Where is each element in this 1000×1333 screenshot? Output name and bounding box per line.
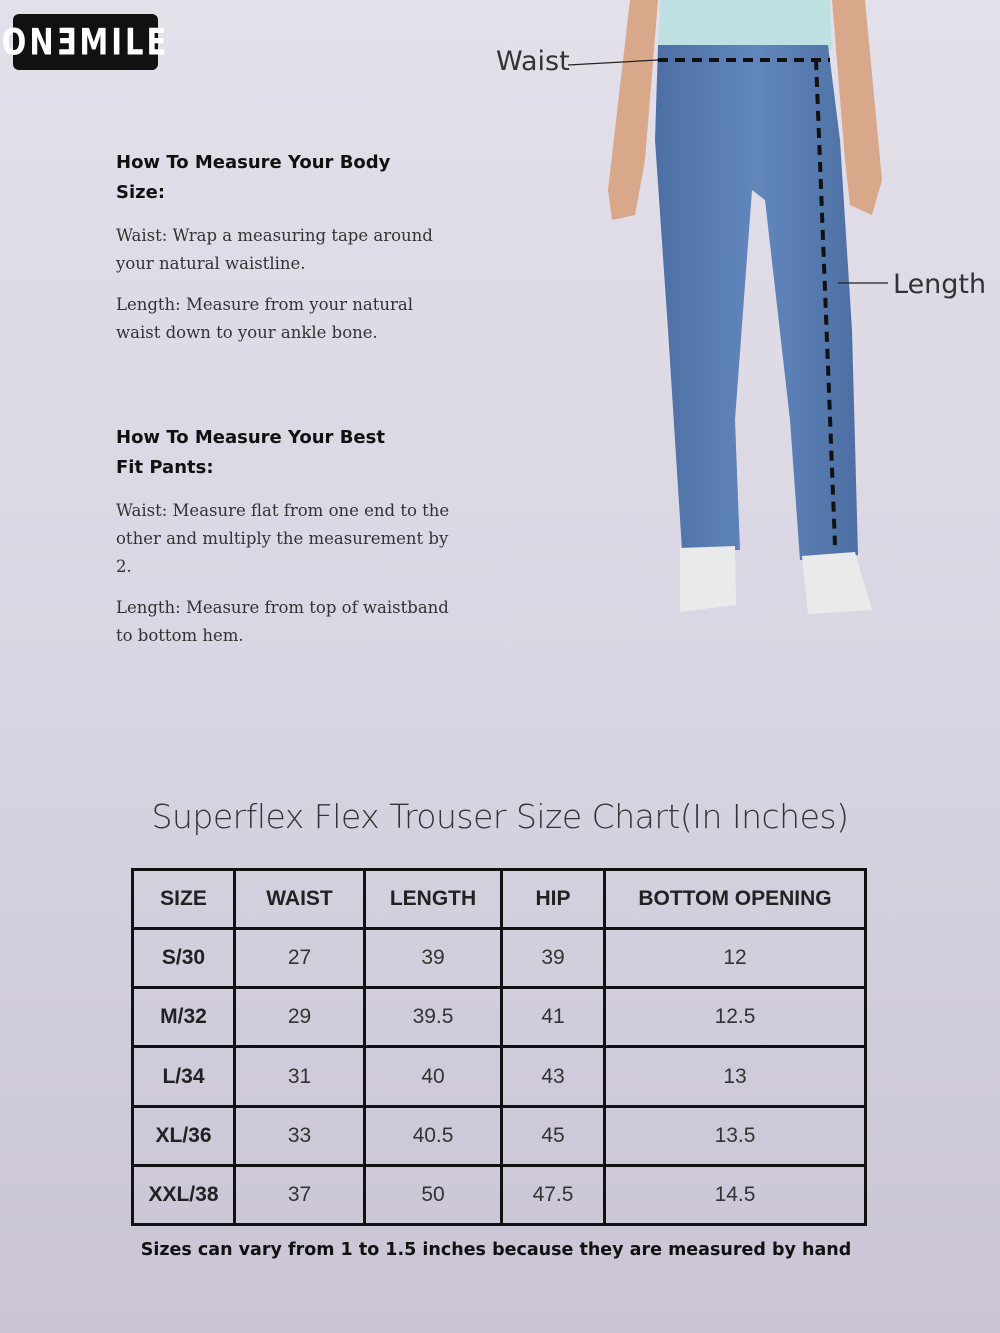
size-cell: XL/36: [133, 1106, 235, 1165]
table-row: [133, 988, 866, 1047]
size-cell: L/34: [133, 1047, 235, 1106]
right-shoe-shape: [802, 552, 872, 614]
column-header-waist: WAIST: [235, 870, 365, 929]
hip-cell: 43: [502, 1047, 605, 1106]
size-cell: S/30: [133, 929, 235, 988]
waist-cell: 37: [235, 1165, 365, 1224]
waist-cell: 27: [235, 929, 365, 988]
brand-logo: [1, 14, 170, 70]
table-row: [133, 1106, 866, 1165]
brand-logo-text: ONƎMILE: [1, 20, 170, 64]
length-cell: 39: [365, 929, 502, 988]
length-cell: 40.5: [365, 1106, 502, 1165]
body-size-waist-text: Waist: Wrap a measuring tape around your natural waistline.: [116, 226, 433, 273]
bottom-opening-cell: 12: [605, 929, 866, 988]
length-cell: 39.5: [365, 988, 502, 1047]
hip-cell: 45: [502, 1106, 605, 1165]
size-chart-table: [131, 868, 867, 1226]
body-size-heading: How To Measure Your Body Size:: [116, 152, 391, 203]
length-label: Length: [893, 269, 987, 300]
column-header-length: LENGTH: [365, 870, 502, 929]
best-fit-heading: How To Measure Your Best Fit Pants:: [116, 427, 385, 478]
body-size-instructions: [116, 148, 456, 360]
waist-cell: 29: [235, 988, 365, 1047]
column-header-hip: HIP: [502, 870, 605, 929]
best-fit-length-text: Length: Measure from top of waistband to bottom hem.: [116, 598, 449, 645]
table-row: [133, 1047, 866, 1106]
body-size-length-text: Length: Measure from your natural waist down to your ankle bone.: [116, 295, 414, 342]
hip-cell: 41: [502, 988, 605, 1047]
table-row: [133, 1165, 866, 1224]
hip-cell: 39: [502, 929, 605, 988]
table-row: [133, 929, 866, 988]
waist-cell: 33: [235, 1106, 365, 1165]
bottom-opening-cell: 14.5: [605, 1165, 866, 1224]
column-header-bottom-opening: BOTTOM OPENING: [605, 870, 866, 929]
bottom-opening-cell: 13.5: [605, 1106, 866, 1165]
bottom-opening-cell: 13: [605, 1047, 866, 1106]
shirt-shape: [658, 0, 832, 50]
left-shoe-shape: [680, 546, 736, 612]
column-header-size: SIZE: [133, 870, 235, 929]
table-header-row: [133, 870, 866, 929]
left-arm-shape: [608, 0, 658, 220]
chart-title: Superflex Flex Trouser Size Chart(In Inches): [151, 797, 849, 836]
size-cell: M/32: [133, 988, 235, 1047]
best-fit-instructions: [116, 423, 456, 663]
length-cell: 50: [365, 1165, 502, 1224]
waist-cell: 31: [235, 1047, 365, 1106]
bottom-opening-cell: 12.5: [605, 988, 866, 1047]
size-cell: XXL/38: [133, 1165, 235, 1224]
best-fit-waist-text: Waist: Measure flat from one end to the other and multiply the measurement by 2.: [116, 501, 450, 576]
length-cell: 40: [365, 1047, 502, 1106]
hip-cell: 47.5: [502, 1165, 605, 1224]
waist-label: Waist: [496, 46, 570, 77]
measurement-note: Sizes can vary from 1 to 1.5 inches because they are measured by hand: [140, 1240, 852, 1260]
model-figure: [490, 0, 1000, 640]
pants-shape: [655, 45, 858, 560]
